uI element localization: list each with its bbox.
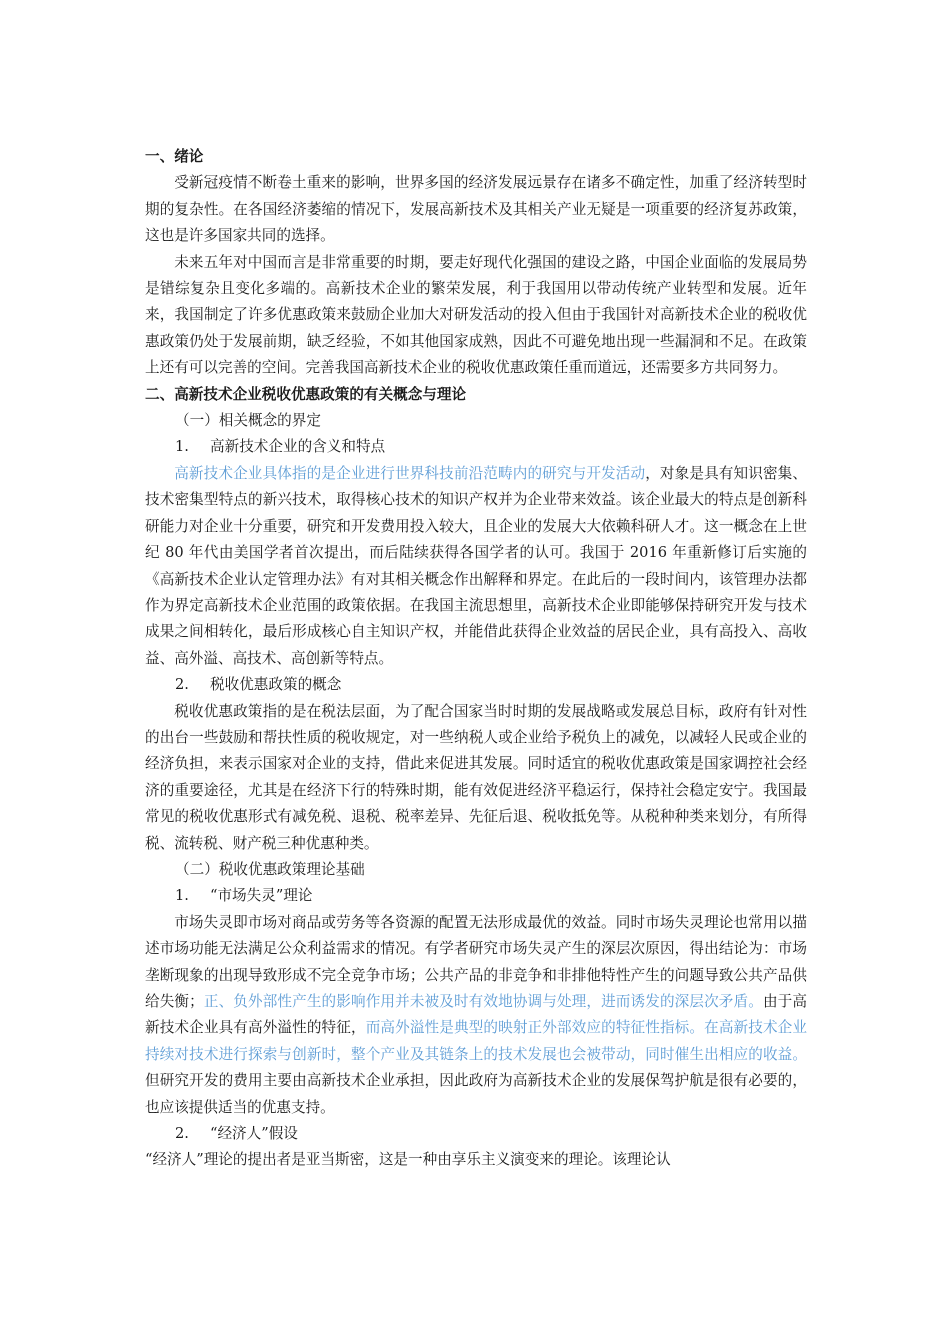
item-heading-1 <box>145 434 807 460</box>
highlighted-text: 高新技术企业具体指的是企业进行世界科技前沿范畴内的研究与开发活动 <box>174 464 646 482</box>
item-title: “市场失灵”理论 <box>210 887 313 905</box>
paragraph-text: ，对象是具有知识密集、技术密集型特点的新兴技术，取得核心技术的知识产权并为企业带来效益。该企业最大的特点是创新科研能力对企业十分重要，研究和开发费用投入较大，且企业的发展大大依赖科研人才。这一概念在上世纪 80 年代由美国学者首次提出，而后陆续获得各国学者的认可。我国于 2016 年重新修订后实施的《高新技术企业认定管理办法》有对其相关概念作出解释和界定。在此后的一段时间内，该管理办法都作为界定高新技术企业范围的政策依据。在我国主流思想里，高新技术企业即能够保持研究开发与技术成果之间相转化，最后形成核心自主知识产权，并能借此获得企业效益的居民企业，具有高投入、高收益、高外溢、高技术、高创新等特点。 <box>145 464 807 667</box>
section-1-paragraph-1: 受新冠疫情不断卷土重来的影响，世界多国的经济发展远景存在诸多不确定性，加重了经济转型时期的复杂性。在各国经济萎缩的情况下，发展高新技术及其相关产业无疑是一项重要的经济复苏政策，这也是许多国家共同的选择。 <box>145 174 807 245</box>
subsection-1-title: （一）相关概念的界定 <box>175 412 321 430</box>
item-2-paragraph: 税收优惠政策指的是在税法层面，为了配合国家当时时期的发展战略或发展总目标，政府有针对性的出台一些鼓励和帮扶性质的税收规定，对一些纳税人或企业给予税负上的减免，以减轻人民或企业的经济负担，来表示国家对企业的支持，借此来促进其发展。同时适宜的税收优惠政策是国家调控社会经济的重要途径，尤其是在经济下行的特殊时期，能有效促进经济平稳运行，保持社会稳定安宁。我国最常见的税收优惠形式有减免税、退税、税率差异、先征后退、税收抵免等。从税种种类来划分，有所得税、流转税、财产税三种优惠种类。 <box>145 702 807 852</box>
item-number: 1. <box>175 887 189 905</box>
subsection-2-title: （二）税收优惠政策理论基础 <box>175 860 365 878</box>
item-heading-2 <box>145 672 807 698</box>
section-1-title: 一、绪论 <box>145 148 204 165</box>
item-3-paragraph <box>145 910 807 1121</box>
highlighted-text: 而高外溢性是典型的映射正外部效应的特征性指标。在高新技术企业持续对技术进行探索与创新时，整个产业及其链条上的技术发展也会被带动，同时催生出相应的收益。 <box>145 1019 807 1063</box>
section-1-paragraph-2: 未来五年对中国而言是非常重要的时期，要走好现代化强国的建设之路，中国企业面临的发展局势是错综复杂且变化多端的。高新技术企业的繁荣发展，利于我国用以带动传统产业转型和发展。近年来，我国制定了许多优惠政策来鼓励企业加大对研发活动的投入但由于我国针对高新技术企业的税收优惠政策仍处于发展前期，缺乏经验，不如其他国家成熟，因此不可避免地出现一些漏洞和不足。在政策上还有可以完善的空间。完善我国高新技术企业的税收优惠政策任重而道远，还需要多方共同努力。 <box>145 253 807 377</box>
document-page <box>145 144 807 1174</box>
paragraph-text: 由于高新技术企业具有高外溢性的特征， <box>145 993 807 1037</box>
paragraph-text: 市场失灵即市场对商品或劳务等各资源的配置无法形成最优的效益。同时市场失灵理论也常用以描述市场功能无法满足公众利益需求的情况。有学者研究市场失灵产生的深层次原因，得出结论为：市场垄断现象的出现导致形成不完全竞争市场；公共产品的非竞争和非排他特性产生的问题导致公共产品供给失衡； <box>145 913 807 1010</box>
item-title: 税收优惠政策的概念 <box>210 676 342 694</box>
item-heading-4 <box>145 1121 807 1147</box>
highlighted-text: 正、负外部性产生的影响作用并未被及时有效地协调与处理，进而诱发的深层次矛盾。 <box>203 993 763 1010</box>
item-4-paragraph: “经济人”理论的提出者是亚当斯密，这是一种由享乐主义演变来的理论。该理论认 <box>145 1151 671 1169</box>
item-number: 2. <box>175 676 189 694</box>
item-title: 高新技术企业的含义和特点 <box>210 438 386 456</box>
item-number: 2. <box>175 1125 189 1143</box>
section-2-title: 二、高新技术企业税收优惠政策的有关概念与理论 <box>145 385 467 403</box>
item-title: “经济人”假设 <box>210 1125 298 1143</box>
item-1-paragraph <box>145 461 807 672</box>
item-heading-3 <box>145 883 807 909</box>
paragraph-text: 但研究开发的费用主要由高新技术企业承担，因此政府为高新技术企业的发展保驾护航是很有必要的，也应该提供适当的优惠支持。 <box>145 1072 807 1116</box>
item-number: 1. <box>175 438 189 456</box>
